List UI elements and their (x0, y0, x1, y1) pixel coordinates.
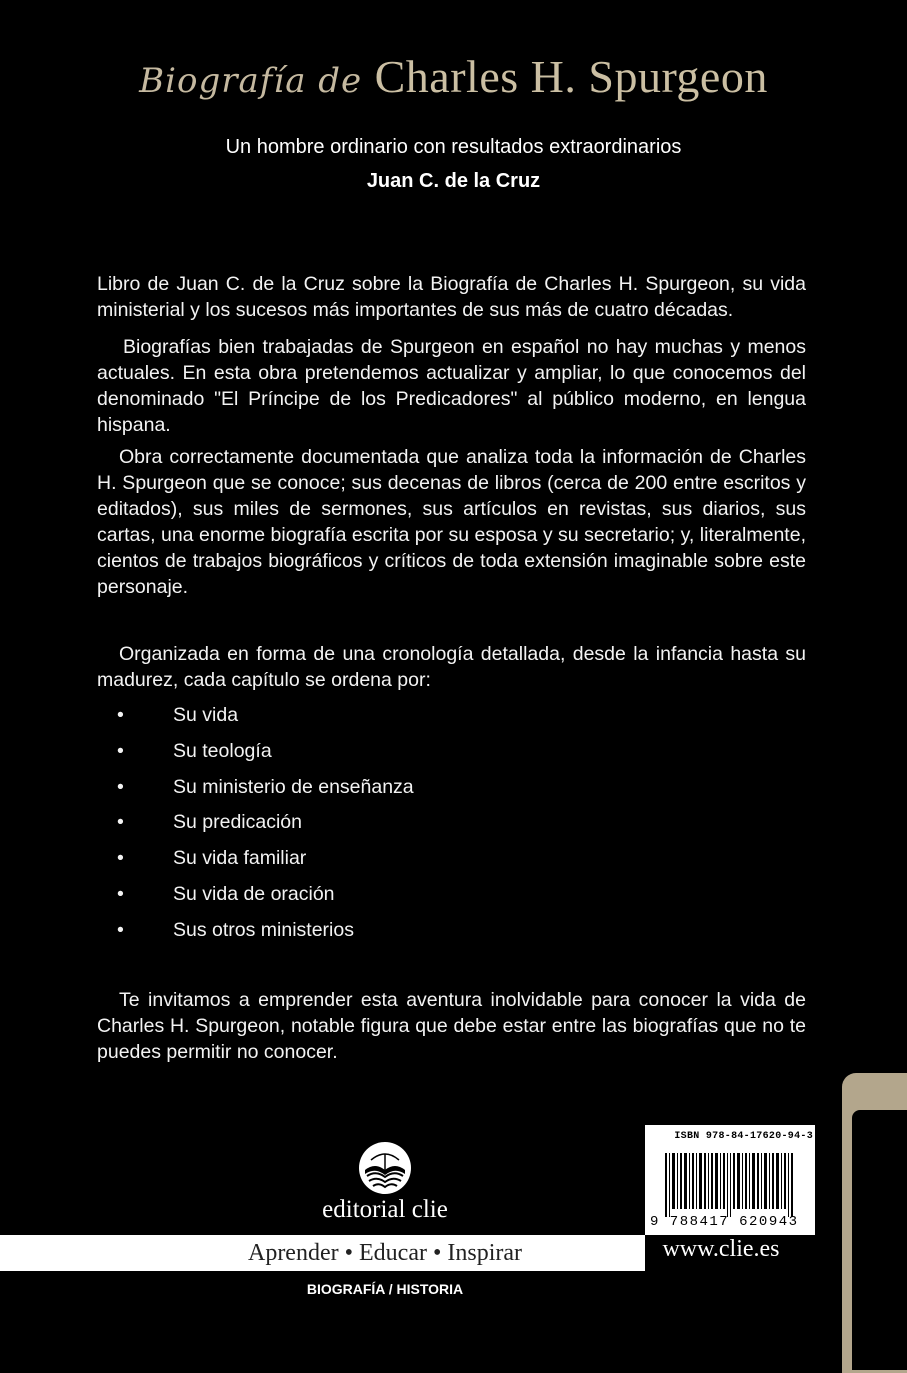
paragraph-intro: Libro de Juan C. de la Cruz sobre la Biografía de Charles H. Spurgeon, su vida ministerial y los sucesos más importantes de sus más de cuatro décadas. (97, 273, 806, 321)
list-item: • Su predicación (117, 811, 302, 834)
bullet-icon: • (117, 811, 124, 834)
author-name: Juan C. de la Cruz (366, 170, 541, 192)
publisher-logo (322, 1140, 448, 1201)
main-title: Charles H. Spurgeon (374, 51, 768, 102)
paragraph-organization: Organizada en forma de una cronología detallada, desde la infancia hasta su madurez, cada capítulo se ordena por: (97, 643, 806, 691)
paragraph-documentation: Obra correctamente documentada que analiza toda la información de Charles H. Spurgeon que se conoce; sus decenas de libros (cerca de 200 entre escritos y editados), sus miles de sermones, sus artículos en revistas, sus diarios, sus cartas, una enorme biografía escrita por su esposa y su secretario; y, literalmente, cientos de trabajos biográficos y críticos de toda extensión imaginable sobre este personaje. (97, 446, 806, 598)
open-book-globe-icon (357, 1140, 413, 1196)
bullet-icon: • (117, 847, 124, 870)
list-item: • Sus otros ministerios (117, 918, 354, 941)
book-title (0, 50, 907, 103)
bullet-icon: • (117, 739, 124, 762)
list-item: • Su vida familiar (117, 847, 307, 870)
spine-tab-inner (852, 1110, 907, 1370)
website-link[interactable]: www.clie.es (662, 1236, 780, 1262)
list-item: • Su teología (117, 739, 272, 762)
tagline: Aprender • Educar • Inspirar (247, 1240, 523, 1266)
publisher-name: editorial clie (322, 1196, 448, 1223)
bullet-icon: • (117, 704, 124, 726)
isbn-label: ISBN 978-84-17620-94-3 (674, 1131, 813, 1142)
paragraph-biographies: Biografías bien trabajadas de Spurgeon en español no hay muchas y menos actuales. En esta obra pretendemos actualizar y ampliar, lo que conocemos del denominado "El Príncipe de los Predicadores" al público moderno, en lengua hispana. (97, 336, 806, 436)
bullet-icon: • (117, 775, 124, 798)
script-title: Biografía de (139, 61, 363, 101)
paragraph-invitation: Te invitamos a emprender esta aventura inolvidable para conocer la vida de Charles H. Spurgeon, notable figura que debe estar entre las biografías que no te puedes permitir no conocer. (97, 989, 806, 1063)
bullet-icon: • (117, 918, 124, 941)
ean-number: 9 788417 620943 (650, 1214, 799, 1230)
bullet-icon: • (117, 882, 124, 905)
subtitle: Un hombre ordinario con resultados extraordinarios (225, 136, 682, 158)
list-item: • Su ministerio de enseñanza (117, 775, 414, 798)
category-label: BIOGRAFÍA / HISTORIA (306, 1281, 464, 1297)
list-item: • Su vida (117, 704, 239, 726)
chapter-topics-list (117, 702, 414, 953)
list-item: • Su vida de oración (117, 882, 335, 905)
